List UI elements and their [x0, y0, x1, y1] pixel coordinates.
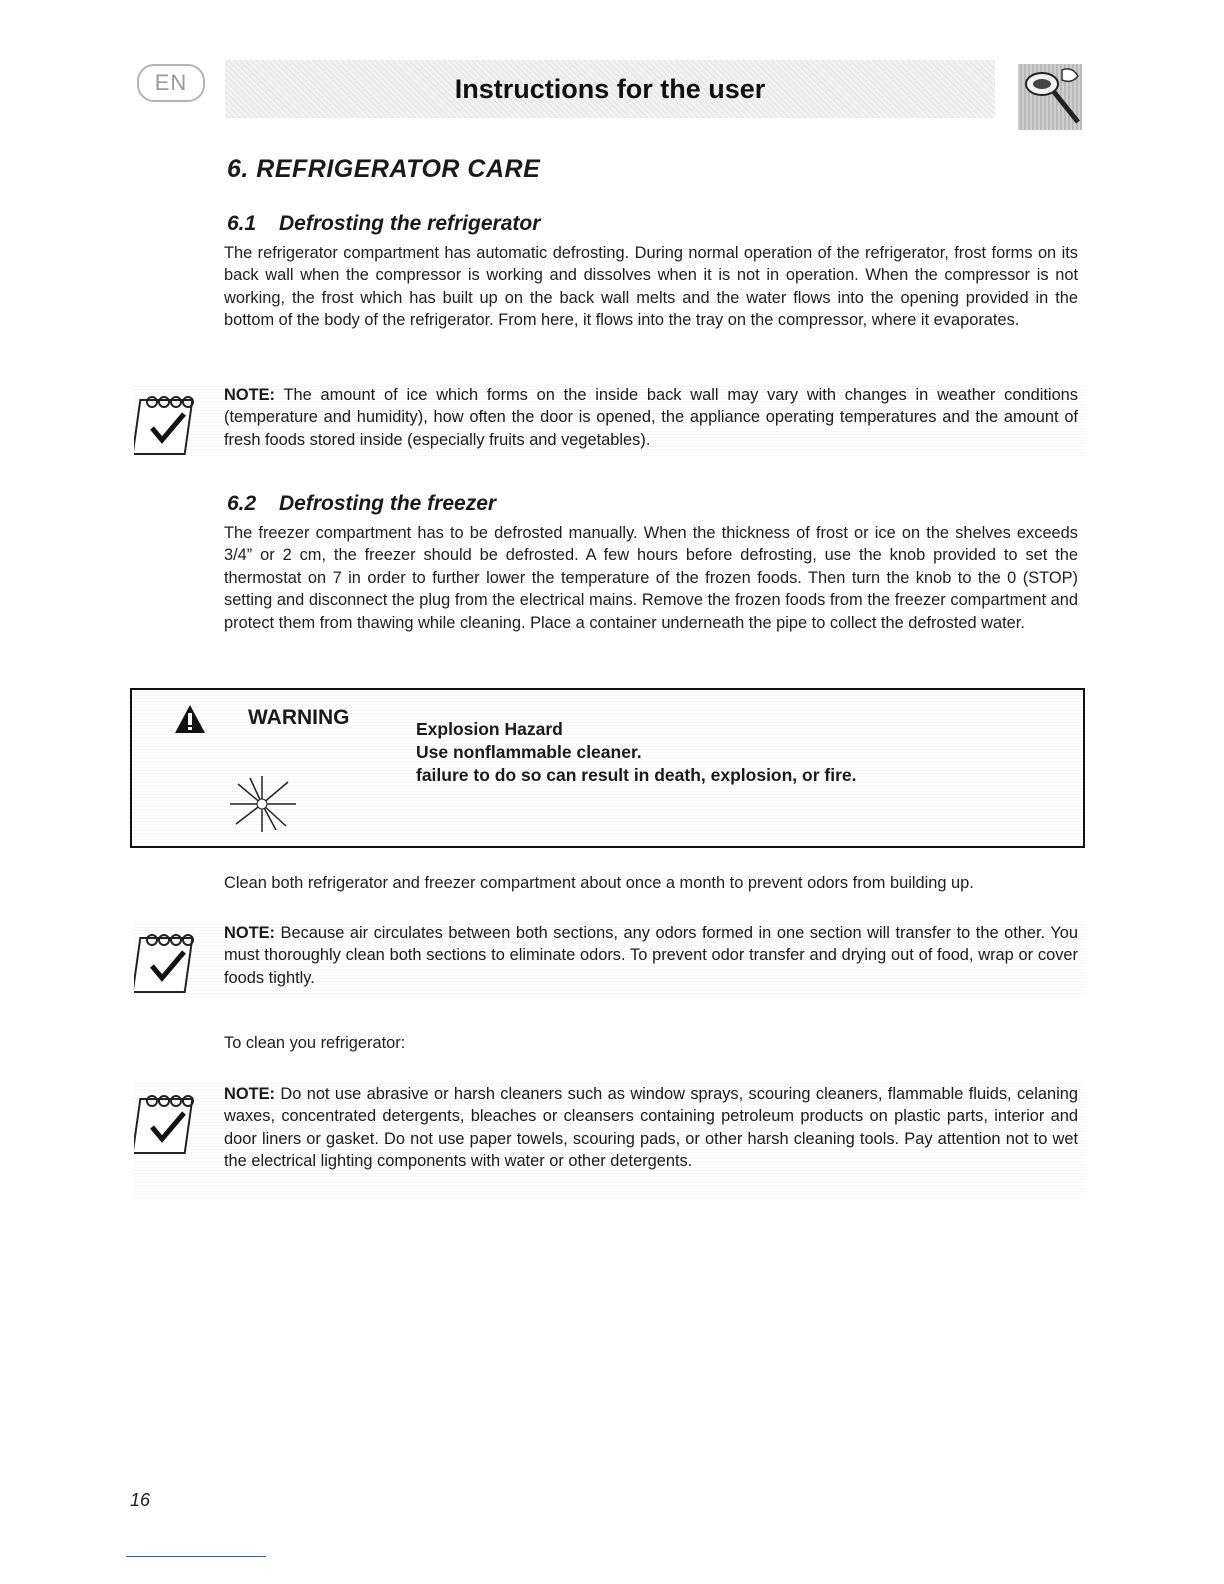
- paragraph-clean-intro: Clean both refrigerator and freezer compartment about once a month to prevent odors from building up.: [224, 874, 974, 892]
- page-number: 16: [130, 1490, 151, 1510]
- footer-rule: [126, 1556, 266, 1557]
- paragraph-defrost-refrigerator: The refrigerator compartment has automatic defrosting. During normal operation of the refrigerator, frost forms on its back wall when the compressor is working and dissolves when it is not in operation. When the compressor is not working, the frost which has built up on the back wall melts and the water flows into the opening provided in the bottom of the body of the refrigerator. From here, it flows into the tray on the compressor, where it evaporates.: [224, 244, 1078, 330]
- warning-box: [130, 688, 1085, 848]
- page-header-title: Instructions for the user: [454, 73, 766, 104]
- note-block: [134, 922, 1084, 994]
- warning-triangle-icon: [174, 704, 206, 734]
- note-text: [224, 384, 1078, 451]
- note-body: The amount of ice which forms on the inside back wall may vary with changes in weather conditions (temperature and humidity), how often the door is opened, the appliance operating temperatures and the amount of fresh foods stored inside (especially fruits and vegetables).: [224, 386, 1078, 449]
- note-block: [134, 384, 1084, 456]
- language-badge: EN: [137, 64, 205, 102]
- explosion-icon: [222, 774, 302, 834]
- note-body: Do not use abrasive or harsh cleaners such as window sprays, scouring cleaners, flammable fluids, celaning waxes, concentrated detergents, bleaches or cleansers containing petroleum products on plastic parts, interior and door liners or gasket. Do not use paper towels, scouring pads, or other harsh cleaning tools. Pay attention not to wet the electrical lighting components with water or other detergents.: [224, 1085, 1078, 1171]
- warning-line: Use nonflammable cleaner.: [416, 742, 642, 762]
- header-band: [225, 60, 995, 118]
- note-label: NOTE:: [224, 1085, 275, 1103]
- subsection-title: Defrosting the freezer: [279, 492, 497, 515]
- section-title: 6. REFRIGERATOR CARE: [227, 155, 541, 183]
- subsection-heading-6-1: [227, 212, 540, 236]
- warning-text: [416, 718, 857, 787]
- note-text: [224, 922, 1078, 989]
- paragraph-defrost-freezer: The freezer compartment has to be defrosted manually. When the thickness of frost or ice on the shelves exceeds 3/4” or 2 cm, the freezer should be defrosted. A few hours before defrosting, use the knob provided to set the thermostat on 7 in order to further lower the temperature of the frozen foods. Then turn the knob to the 0 (STOP) setting and disconnect the plug from the electrical mains. Remove the frozen foods from the freezer compartment and protect them from thawing while cleaning. Place a container underneath the pipe to collect the defrosted water.: [224, 524, 1078, 632]
- warning-line: Explosion Hazard: [416, 719, 563, 739]
- subsection-title: Defrosting the refrigerator: [279, 212, 541, 235]
- subsection-number: 6.1: [227, 212, 257, 235]
- subsection-number: 6.2: [227, 492, 257, 515]
- warning-label: WARNING: [248, 706, 350, 729]
- chef-spoon-icon: [1018, 64, 1082, 130]
- note-body: Because air circulates between both sections, any odors formed in one section will transfer to the other. You must thoroughly clean both sections to eliminate odors. To prevent odor transfer and drying out of food, wrap or cover foods tightly.: [224, 924, 1078, 987]
- note-text: [224, 1083, 1078, 1173]
- subsection-heading-6-2: [227, 492, 496, 516]
- warning-line: failure to do so can result in death, explosion, or fire.: [416, 765, 857, 785]
- note-label: NOTE:: [224, 924, 275, 942]
- note-block: [134, 1083, 1084, 1195]
- notepad-check-icon: [134, 388, 214, 458]
- paragraph-to-clean: To clean you refrigerator:: [224, 1034, 406, 1052]
- notepad-check-icon: [134, 926, 214, 996]
- notepad-check-icon: [134, 1087, 214, 1157]
- note-label: NOTE:: [224, 386, 275, 404]
